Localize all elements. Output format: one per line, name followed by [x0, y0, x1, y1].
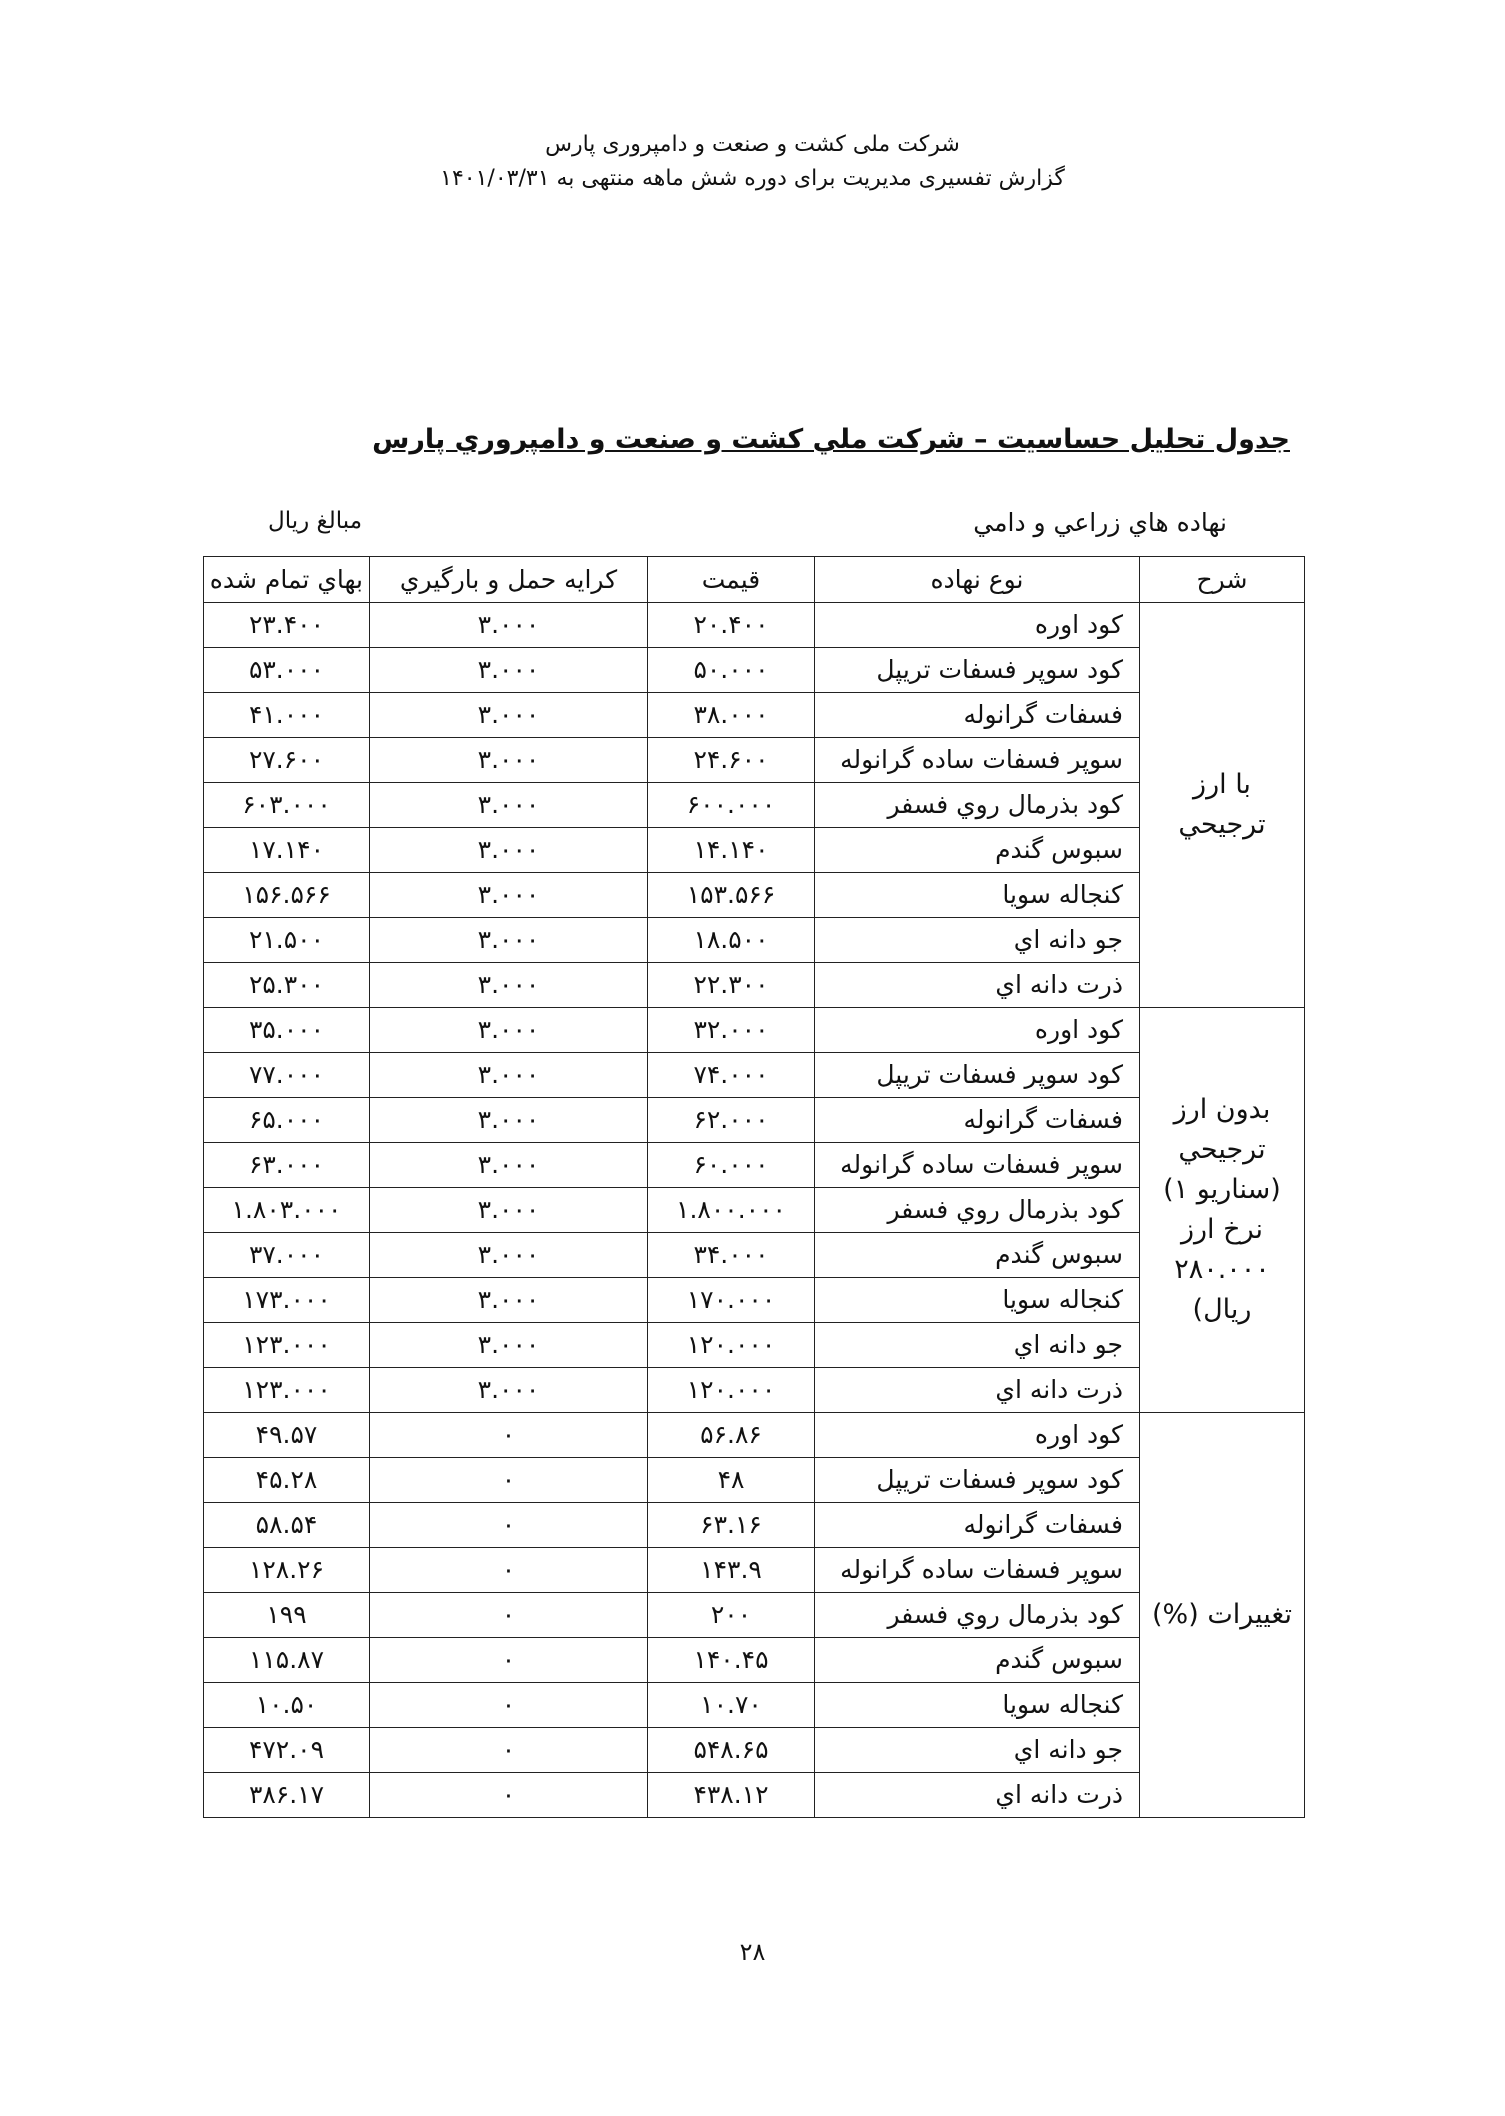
table-row	[204, 873, 1305, 918]
price-cell: ۱۸.۵۰۰	[648, 918, 815, 963]
cost-cell: ۱۲۸.۲۶	[204, 1548, 370, 1593]
freight-cell: ۳.۰۰۰	[370, 693, 648, 738]
cost-cell: ۲۳.۴۰۰	[204, 603, 370, 648]
price-cell: ۱۲۰.۰۰۰	[648, 1323, 815, 1368]
cost-cell: ۲۵.۳۰۰	[204, 963, 370, 1008]
table-row	[204, 1638, 1305, 1683]
table-row	[204, 1773, 1305, 1818]
freight-cell: ۳.۰۰۰	[370, 828, 648, 873]
cost-cell: ۳۸۶.۱۷	[204, 1773, 370, 1818]
price-cell: ۱۴۰.۴۵	[648, 1638, 815, 1683]
item-cell: ذرت دانه اي	[815, 1773, 1140, 1818]
cost-cell: ۷۷.۰۰۰	[204, 1053, 370, 1098]
freight-cell: ۰	[370, 1593, 648, 1638]
item-cell: فسفات گرانوله	[815, 1503, 1140, 1548]
item-cell: كود بذرمال روي فسفر	[815, 1593, 1140, 1638]
item-cell: كنجاله سويا	[815, 1278, 1140, 1323]
col-header-description: شرح	[1140, 557, 1305, 603]
table-row	[204, 828, 1305, 873]
header-report: گزارش تفسیری مدیریت برای دوره شش ماهه منتهی به ۱۴۰۱/۰۳/۳۱	[440, 166, 1065, 191]
table-row	[204, 963, 1305, 1008]
table-row	[204, 1188, 1305, 1233]
freight-cell: ۳.۰۰۰	[370, 1143, 648, 1188]
cost-cell: ۱۹۹	[204, 1593, 370, 1638]
freight-cell: ۳.۰۰۰	[370, 648, 648, 693]
cost-cell: ۳۷.۰۰۰	[204, 1233, 370, 1278]
cost-cell: ۴۹.۵۷	[204, 1413, 370, 1458]
item-cell: سبوس گندم	[815, 828, 1140, 873]
cost-cell: ۴۵.۲۸	[204, 1458, 370, 1503]
price-cell: ۵۴۸.۶۵	[648, 1728, 815, 1773]
table-row	[204, 1728, 1305, 1773]
freight-cell: ۰	[370, 1503, 648, 1548]
item-cell: فسفات گرانوله	[815, 1098, 1140, 1143]
caption-inputs: نهاده هاي زراعي و دامي	[973, 508, 1227, 537]
price-cell: ۶۰.۰۰۰	[648, 1143, 815, 1188]
table-body	[204, 603, 1305, 1818]
item-cell: جو دانه اي	[815, 1323, 1140, 1368]
col-header-price: قيمت	[648, 557, 815, 603]
freight-cell: ۳.۰۰۰	[370, 783, 648, 828]
col-header-freight: كرايه حمل و بارگيري	[370, 557, 648, 603]
freight-cell: ۳.۰۰۰	[370, 1278, 648, 1323]
price-cell: ۳۴.۰۰۰	[648, 1233, 815, 1278]
table-row	[204, 1143, 1305, 1188]
price-cell: ۴۳۸.۱۲	[648, 1773, 815, 1818]
price-cell: ۶۳.۱۶	[648, 1503, 815, 1548]
item-cell: كود اوره	[815, 1413, 1140, 1458]
price-cell: ۱۴۳.۹	[648, 1548, 815, 1593]
price-cell: ۱۴.۱۴۰	[648, 828, 815, 873]
freight-cell: ۳.۰۰۰	[370, 1008, 648, 1053]
cost-cell: ۴۷۲.۰۹	[204, 1728, 370, 1773]
table-row	[204, 738, 1305, 783]
item-cell: فسفات گرانوله	[815, 693, 1140, 738]
table-row	[204, 1593, 1305, 1638]
item-cell: سوپر فسفات ساده گرانوله	[815, 1548, 1140, 1593]
table-row	[204, 693, 1305, 738]
table-row	[204, 1053, 1305, 1098]
item-cell: سبوس گندم	[815, 1233, 1140, 1278]
table-row	[204, 603, 1305, 648]
item-cell: كود اوره	[815, 1008, 1140, 1053]
item-cell: كود بذرمال روي فسفر	[815, 783, 1140, 828]
freight-cell: ۰	[370, 1728, 648, 1773]
freight-cell: ۳.۰۰۰	[370, 873, 648, 918]
price-cell: ۵۶.۸۶	[648, 1413, 815, 1458]
item-cell: كود سوپر فسفات تريپل	[815, 1053, 1140, 1098]
price-cell: ۴۸	[648, 1458, 815, 1503]
freight-cell: ۰	[370, 1548, 648, 1593]
price-cell: ۲۲.۳۰۰	[648, 963, 815, 1008]
price-cell: ۶۲.۰۰۰	[648, 1098, 815, 1143]
table-row	[204, 1413, 1305, 1458]
table-row	[204, 1098, 1305, 1143]
freight-cell: ۰	[370, 1638, 648, 1683]
table-row	[204, 1008, 1305, 1053]
price-cell: ۶۰۰.۰۰۰	[648, 783, 815, 828]
freight-cell: ۳.۰۰۰	[370, 918, 648, 963]
table-row	[204, 918, 1305, 963]
item-cell: كود سوپر فسفات تريپل	[815, 1458, 1140, 1503]
cost-cell: ۱.۸۰۳.۰۰۰	[204, 1188, 370, 1233]
table-row	[204, 1233, 1305, 1278]
group-label: تغييرات (%)	[1140, 1413, 1305, 1818]
item-cell: كود اوره	[815, 603, 1140, 648]
freight-cell: ۳.۰۰۰	[370, 1368, 648, 1413]
freight-cell: ۳.۰۰۰	[370, 1233, 648, 1278]
item-cell: كنجاله سويا	[815, 873, 1140, 918]
freight-cell: ۳.۰۰۰	[370, 1323, 648, 1368]
item-cell: سبوس گندم	[815, 1638, 1140, 1683]
item-cell: كود سوپر فسفات تريپل	[815, 648, 1140, 693]
sensitivity-table	[203, 556, 1305, 1818]
table-title: جدول تحليل حساسيت – شركت ملي كشت و صنعت و دامپروري پارس	[372, 424, 1290, 455]
price-cell: ۲۰۰	[648, 1593, 815, 1638]
cost-cell: ۵۳.۰۰۰	[204, 648, 370, 693]
table-row	[204, 1323, 1305, 1368]
cost-cell: ۱۰.۵۰	[204, 1683, 370, 1728]
item-cell: كنجاله سويا	[815, 1683, 1140, 1728]
item-cell: ذرت دانه اي	[815, 1368, 1140, 1413]
cost-cell: ۶۰۳.۰۰۰	[204, 783, 370, 828]
item-cell: سوپر فسفات ساده گرانوله	[815, 738, 1140, 783]
caption-currency: مبالغ ريال	[268, 508, 363, 534]
table-row	[204, 1548, 1305, 1593]
price-cell: ۵۰.۰۰۰	[648, 648, 815, 693]
cost-cell: ۱۲۳.۰۰۰	[204, 1368, 370, 1413]
cost-cell: ۶۳.۰۰۰	[204, 1143, 370, 1188]
table-row	[204, 1683, 1305, 1728]
cost-cell: ۶۵.۰۰۰	[204, 1098, 370, 1143]
freight-cell: ۳.۰۰۰	[370, 1188, 648, 1233]
table-row	[204, 1458, 1305, 1503]
freight-cell: ۳.۰۰۰	[370, 1053, 648, 1098]
cost-cell: ۵۸.۵۴	[204, 1503, 370, 1548]
price-cell: ۳۸.۰۰۰	[648, 693, 815, 738]
col-header-input-type: نوع نهاده	[815, 557, 1140, 603]
price-cell: ۷۴.۰۰۰	[648, 1053, 815, 1098]
freight-cell: ۰	[370, 1773, 648, 1818]
freight-cell: ۳.۰۰۰	[370, 603, 648, 648]
price-cell: ۲۴.۶۰۰	[648, 738, 815, 783]
table-header-row	[204, 557, 1305, 603]
freight-cell: ۰	[370, 1458, 648, 1503]
item-cell: جو دانه اي	[815, 918, 1140, 963]
cost-cell: ۲۷.۶۰۰	[204, 738, 370, 783]
page-number: ۲۸	[739, 1938, 766, 1966]
cost-cell: ۱۷۳.۰۰۰	[204, 1278, 370, 1323]
group-label: با ارز ترجيحي	[1140, 603, 1305, 1008]
price-cell: ۱۲۰.۰۰۰	[648, 1368, 815, 1413]
table-row	[204, 648, 1305, 693]
group-label: بدون ارز ترجيحي (سناريو ۱) نرخ ارز ۲۸۰.۰۰۰ ريال)	[1140, 1008, 1305, 1413]
price-cell: ۲۰.۴۰۰	[648, 603, 815, 648]
header-company: شرکت ملی کشت و صنعت و دامپروری پارس	[545, 132, 960, 157]
cost-cell: ۳۵.۰۰۰	[204, 1008, 370, 1053]
table-row	[204, 1368, 1305, 1413]
freight-cell: ۰	[370, 1683, 648, 1728]
price-cell: ۱۵۳.۵۶۶	[648, 873, 815, 918]
price-cell: ۱۷۰.۰۰۰	[648, 1278, 815, 1323]
cost-cell: ۱۵۶.۵۶۶	[204, 873, 370, 918]
price-cell: ۱.۸۰۰.۰۰۰	[648, 1188, 815, 1233]
table-row	[204, 1503, 1305, 1548]
price-cell: ۱۰.۷۰	[648, 1683, 815, 1728]
table-row	[204, 783, 1305, 828]
freight-cell: ۰	[370, 1413, 648, 1458]
freight-cell: ۳.۰۰۰	[370, 1098, 648, 1143]
freight-cell: ۳.۰۰۰	[370, 738, 648, 783]
price-cell: ۳۲.۰۰۰	[648, 1008, 815, 1053]
cost-cell: ۱۷.۱۴۰	[204, 828, 370, 873]
col-header-total-cost: بهاي تمام شده	[204, 557, 370, 603]
freight-cell: ۳.۰۰۰	[370, 963, 648, 1008]
table-row	[204, 1278, 1305, 1323]
item-cell: سوپر فسفات ساده گرانوله	[815, 1143, 1140, 1188]
item-cell: ذرت دانه اي	[815, 963, 1140, 1008]
cost-cell: ۱۱۵.۸۷	[204, 1638, 370, 1683]
item-cell: كود بذرمال روي فسفر	[815, 1188, 1140, 1233]
cost-cell: ۱۲۳.۰۰۰	[204, 1323, 370, 1368]
cost-cell: ۴۱.۰۰۰	[204, 693, 370, 738]
cost-cell: ۲۱.۵۰۰	[204, 918, 370, 963]
item-cell: جو دانه اي	[815, 1728, 1140, 1773]
